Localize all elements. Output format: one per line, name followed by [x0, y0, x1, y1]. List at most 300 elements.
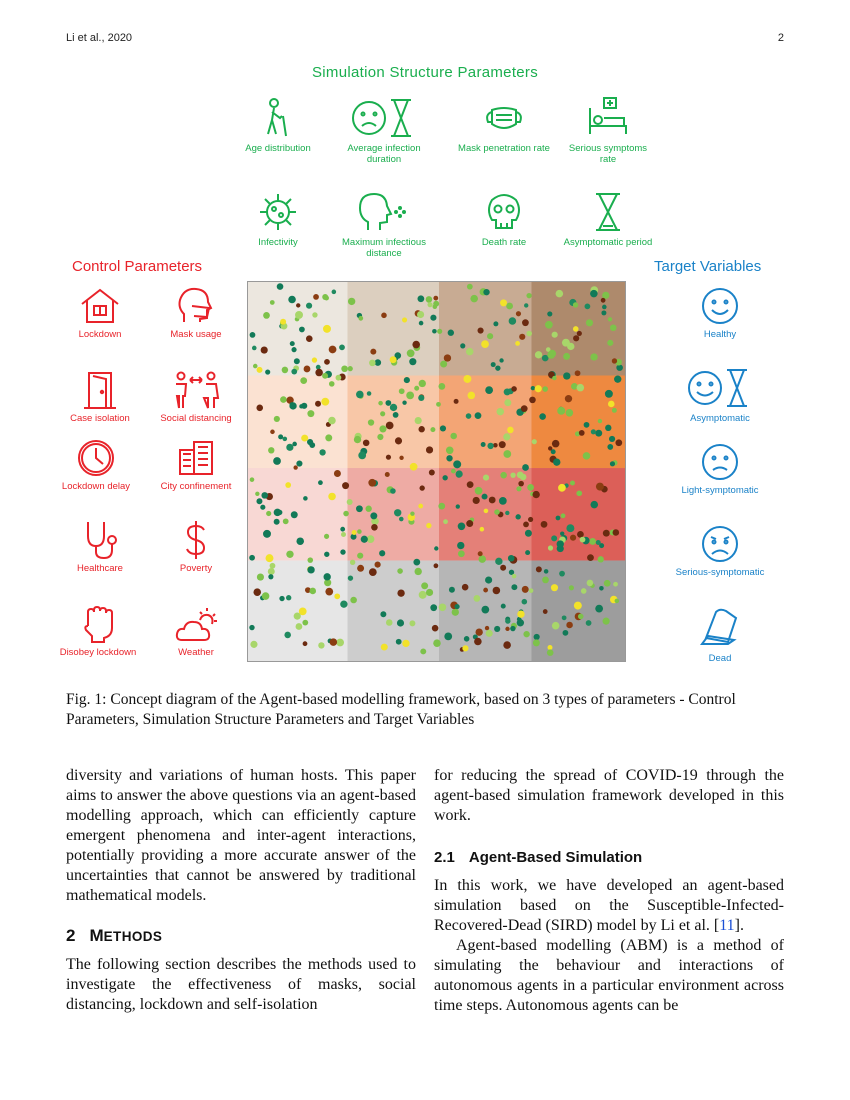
- agent-dot: [270, 563, 276, 569]
- paragraph: The following section describes the methods used to investigate the effectiveness of masks, social distancing, lockdown and self-isolation: [66, 956, 416, 1013]
- agent-dot: [380, 411, 385, 416]
- agent-dot: [325, 588, 333, 596]
- agent-dot: [466, 413, 472, 419]
- agent-dot: [446, 447, 454, 455]
- control-param-lockdown-delay: [48, 438, 144, 492]
- agent-dot: [596, 540, 601, 545]
- agent-dot: [518, 481, 524, 487]
- agent-dot: [395, 437, 402, 444]
- agent-dot: [474, 595, 481, 602]
- agent-dot: [524, 303, 528, 307]
- agent-dot: [427, 302, 432, 307]
- agent-dot: [506, 303, 513, 310]
- agent-dot: [494, 626, 500, 632]
- agent-dot: [599, 586, 604, 591]
- agent-dot: [534, 634, 540, 640]
- agent-dot: [292, 442, 297, 447]
- agent-dot: [433, 639, 441, 647]
- sim-param-asymptomatic-period: [560, 190, 656, 248]
- target-var-dead: [672, 606, 768, 664]
- agent-dot: [339, 344, 345, 350]
- agent-dot: [307, 439, 313, 445]
- target-var-label: Asymptomatic: [690, 413, 750, 424]
- agent-dot: [493, 443, 498, 448]
- agent-dot: [261, 492, 268, 499]
- agent-dot: [557, 540, 564, 547]
- simulation-params-title: Simulation Structure Parameters: [311, 64, 539, 81]
- agent-dot: [483, 474, 489, 480]
- agent-dot: [404, 377, 410, 383]
- control-param-healthcare: [52, 520, 148, 574]
- agent-dot: [522, 319, 529, 326]
- agent-dot: [296, 623, 303, 630]
- agent-dot: [270, 300, 275, 305]
- agent-dot: [419, 485, 424, 490]
- agent-dot: [487, 333, 493, 339]
- agent-dot: [262, 592, 270, 600]
- simulation-panel: [247, 281, 626, 662]
- agent-dot: [409, 620, 415, 626]
- agent-dot: [505, 511, 509, 515]
- agent-dot: [419, 380, 426, 387]
- agent-dot: [595, 430, 602, 437]
- agent-dot: [350, 597, 357, 604]
- agent-dot: [467, 284, 473, 290]
- agent-dot: [539, 413, 546, 420]
- agent-dot: [531, 386, 535, 390]
- agent-dot: [450, 433, 457, 440]
- agent-dot: [303, 496, 308, 501]
- clock-icon: [74, 438, 118, 478]
- agent-dot: [418, 295, 425, 302]
- agent-dot: [566, 622, 573, 629]
- sim-param-serious-symptoms: [560, 96, 656, 165]
- agent-dot: [285, 482, 291, 488]
- agent-dot: [605, 390, 613, 398]
- agent-dot: [358, 316, 363, 321]
- agent-dot: [399, 517, 404, 522]
- agent-dot: [602, 292, 609, 299]
- agent-dot: [532, 439, 537, 444]
- agent-dot: [289, 402, 296, 409]
- sad-face-icon: [698, 524, 742, 564]
- agent-dot: [556, 516, 561, 521]
- agent-dot: [548, 446, 552, 450]
- paragraph-text-end: ].: [734, 917, 744, 934]
- agent-dot: [316, 365, 321, 370]
- agent-dot: [291, 369, 297, 375]
- agent-dot: [336, 375, 342, 381]
- agent-dot: [301, 435, 308, 442]
- sneezing-head-icon: [354, 190, 414, 234]
- agent-dot: [503, 641, 511, 649]
- control-param-poverty: [148, 520, 244, 574]
- agent-dot: [462, 584, 469, 591]
- agent-dot: [590, 353, 597, 360]
- agent-dot: [565, 395, 572, 402]
- agent-dot: [357, 565, 364, 572]
- agent-dot: [615, 599, 620, 604]
- agent-dot: [462, 645, 468, 651]
- agent-dot: [380, 611, 386, 617]
- agent-dot: [399, 388, 405, 394]
- agent-dot: [343, 511, 349, 517]
- agent-dot: [313, 294, 319, 300]
- agent-dot: [386, 455, 391, 460]
- agent-dot: [293, 465, 297, 469]
- agent-dot: [306, 303, 312, 309]
- agent-dot: [495, 558, 502, 565]
- sim-param-label: Average infection duration: [347, 143, 421, 165]
- agent-dot: [430, 315, 436, 321]
- agent-dot: [249, 555, 255, 561]
- agent-dot: [303, 641, 308, 646]
- agent-dot: [340, 549, 345, 554]
- agent-dot: [610, 324, 617, 331]
- agent-dot: [535, 385, 542, 392]
- agent-dot: [410, 511, 414, 515]
- agent-dot: [573, 302, 578, 307]
- agent-dot: [451, 469, 456, 474]
- control-param-label: Lockdown delay: [61, 481, 131, 492]
- section-heading: [66, 926, 416, 947]
- agent-dot: [523, 631, 529, 637]
- agent-dot: [577, 331, 582, 336]
- agent-dot: [318, 642, 324, 648]
- skull-icon: [482, 190, 526, 234]
- agent-dot: [336, 639, 344, 647]
- agent-dot: [458, 550, 465, 557]
- agent-dot: [260, 505, 265, 510]
- sim-param-label: Maximum infectious distance: [342, 237, 426, 259]
- sim-param-death-rate: [456, 190, 552, 248]
- agent-dot: [407, 349, 415, 357]
- stethoscope-icon: [78, 520, 122, 560]
- agent-dot: [463, 375, 471, 383]
- agent-dot: [525, 550, 530, 555]
- agent-dot: [379, 425, 386, 432]
- agent-dot: [340, 527, 345, 532]
- control-param-label: Case isolation: [70, 413, 130, 424]
- agent-dot: [438, 503, 445, 510]
- agent-dot: [526, 331, 532, 337]
- citation-link[interactable]: 11: [719, 917, 735, 934]
- agent-dot: [437, 329, 442, 334]
- door-icon: [78, 370, 122, 410]
- grid-cell: [248, 468, 347, 561]
- agent-dot: [426, 523, 431, 528]
- agent-dot: [296, 537, 304, 545]
- agent-dot: [536, 566, 542, 572]
- agent-dot: [324, 296, 329, 301]
- agent-dot: [556, 290, 564, 298]
- subsection-title: Agent-Based Simulation: [468, 849, 643, 866]
- target-var-light-symptomatic: [672, 442, 768, 496]
- agent-dot: [552, 440, 560, 448]
- agent-dot: [255, 492, 259, 496]
- agent-dot: [358, 452, 366, 460]
- agent-dot: [375, 562, 381, 568]
- agent-dot: [253, 364, 258, 369]
- agent-dot: [256, 405, 263, 412]
- agent-dot: [481, 606, 489, 614]
- agent-dot: [446, 455, 452, 461]
- agent-dot: [390, 356, 397, 363]
- target-var-label: Dead: [708, 653, 732, 664]
- agent-dot: [294, 358, 300, 364]
- agent-dot: [521, 405, 528, 412]
- agent-dot: [266, 511, 271, 516]
- agent-dot: [551, 584, 558, 591]
- agent-dot: [307, 410, 314, 417]
- agent-dot: [342, 482, 349, 489]
- section-title-rest: ETHODS: [103, 929, 163, 944]
- agent-dot: [511, 584, 517, 590]
- agent-dot: [584, 422, 590, 428]
- agent-dot: [510, 472, 515, 477]
- agent-dot: [307, 566, 314, 573]
- agent-dot: [544, 569, 549, 574]
- agent-dot: [381, 313, 387, 319]
- agent-dot: [277, 510, 282, 515]
- agent-dot: [402, 317, 407, 322]
- sim-param-mask-penetration: [456, 96, 552, 154]
- grid-cell: [531, 468, 625, 561]
- agent-dot: [369, 360, 376, 367]
- control-param-label: Lockdown: [78, 329, 122, 340]
- agent-dot: [602, 305, 607, 310]
- agent-dot: [559, 571, 565, 577]
- agent-dot: [290, 341, 295, 346]
- agent-dot: [443, 519, 448, 524]
- agent-dot: [590, 290, 598, 298]
- target-var-serious-symptomatic: [672, 524, 768, 578]
- agent-dot: [315, 369, 323, 377]
- agent-dot: [334, 593, 340, 599]
- agent-dot: [291, 511, 298, 518]
- sun-cloud-icon: [174, 604, 218, 644]
- agent-dot: [418, 395, 424, 401]
- agent-dot: [475, 412, 482, 419]
- sim-param-label: Infectivity: [258, 237, 298, 248]
- agent-dot: [516, 486, 521, 491]
- agent-dot: [500, 565, 506, 571]
- agent-dot: [368, 479, 376, 487]
- agent-dot: [421, 582, 428, 589]
- agent-dot: [442, 475, 447, 480]
- agent-dot: [282, 367, 289, 374]
- agent-dot: [426, 589, 433, 596]
- agent-dot: [566, 409, 574, 417]
- agent-dot: [467, 481, 474, 488]
- agent-dot: [322, 373, 328, 379]
- agent-dot: [485, 626, 489, 630]
- agent-dot: [371, 524, 378, 531]
- agent-dot: [434, 546, 438, 550]
- agent-dot: [570, 481, 575, 486]
- agent-dot: [325, 434, 332, 441]
- target-var-label: Light-symptomatic: [681, 485, 759, 496]
- agent-dot: [439, 604, 447, 612]
- agent-dot: [410, 463, 418, 471]
- agent-dot: [607, 340, 613, 346]
- subsection-number: 2.1: [434, 849, 455, 866]
- hourglass-icon: [586, 190, 630, 234]
- agent-dot: [414, 386, 419, 391]
- agent-dot: [390, 488, 396, 494]
- agent-dot: [419, 591, 427, 599]
- agent-dot: [417, 311, 424, 318]
- agent-dot: [499, 358, 503, 362]
- agent-dot: [265, 369, 270, 374]
- agent-dot: [286, 595, 291, 600]
- agent-dot: [263, 312, 270, 319]
- agent-dot: [257, 573, 264, 580]
- agent-dot: [426, 296, 433, 303]
- agent-dot: [605, 425, 611, 431]
- agent-dot: [587, 580, 594, 587]
- control-param-disobey-lockdown: [50, 604, 146, 658]
- agent-dot: [533, 639, 540, 646]
- agent-dot: [274, 416, 280, 422]
- agent-dot: [547, 351, 555, 359]
- agent-dot: [448, 330, 454, 336]
- agent-dot: [456, 504, 460, 508]
- agent-dot: [370, 349, 376, 355]
- grid-cell: [439, 376, 532, 469]
- agent-dot: [552, 376, 556, 380]
- agent-dot: [470, 295, 478, 303]
- agent-dot: [489, 497, 496, 504]
- agent-dot: [370, 512, 377, 519]
- agent-dot: [330, 638, 338, 646]
- agent-dot: [315, 401, 321, 407]
- agent-dot: [365, 506, 371, 512]
- agent-dot: [478, 555, 486, 563]
- agent-dot: [563, 353, 570, 360]
- agent-dot: [542, 577, 549, 584]
- agent-dot: [576, 491, 581, 496]
- agent-dot: [613, 582, 618, 587]
- control-param-label: City confinement: [160, 481, 232, 492]
- agent-dot: [608, 401, 615, 408]
- agent-dot: [367, 391, 372, 396]
- agent-dot: [510, 626, 515, 631]
- agent-dot: [483, 588, 488, 593]
- smile-face-icon: [698, 286, 742, 326]
- agent-dot: [573, 335, 579, 341]
- agent-dot: [512, 574, 517, 579]
- agent-dot: [483, 289, 489, 295]
- agent-dot: [356, 391, 364, 399]
- agent-dot: [528, 517, 533, 522]
- text-column-left: [66, 766, 416, 1015]
- running-head-author: Li et al., 2020: [66, 32, 133, 44]
- agent-dot: [306, 335, 313, 342]
- agent-dot: [494, 509, 500, 515]
- agent-dot: [328, 493, 336, 501]
- agent-dot: [495, 365, 500, 370]
- agent-dot: [432, 625, 439, 632]
- agent-dot: [466, 520, 473, 527]
- agent-dot: [324, 359, 330, 365]
- sim-param-label: Asymptomatic period: [563, 237, 653, 248]
- target-var-asymptomatic: [672, 366, 768, 424]
- agent-dot: [440, 425, 446, 431]
- control-param-lockdown: [52, 286, 148, 340]
- agent-dot: [455, 604, 460, 609]
- target-var-healthy: [672, 286, 768, 340]
- agent-dot: [261, 346, 268, 353]
- agent-dot: [612, 408, 617, 413]
- agent-dot: [566, 524, 574, 532]
- target-var-label: Serious-symptomatic: [675, 567, 765, 578]
- agent-dot: [294, 613, 301, 620]
- agent-dot: [323, 573, 330, 580]
- agent-dot: [378, 401, 383, 406]
- agent-dot: [586, 319, 593, 326]
- agent-dot: [527, 484, 534, 491]
- agent-dot: [348, 366, 353, 371]
- agent-dot: [477, 327, 483, 333]
- agent-dot: [535, 351, 542, 358]
- agent-dot: [312, 357, 317, 362]
- agent-dot: [596, 483, 604, 491]
- agent-dot: [501, 604, 506, 609]
- agent-dot: [499, 497, 507, 505]
- agent-dot: [604, 580, 611, 587]
- agent-dot: [280, 319, 286, 325]
- agent-dot: [278, 434, 283, 439]
- agent-dot: [496, 408, 504, 416]
- agent-dot: [418, 426, 424, 432]
- agent-dot: [348, 575, 353, 580]
- control-param-label: Social distancing: [160, 413, 232, 424]
- agent-dot: [347, 499, 353, 505]
- agent-dot: [603, 618, 610, 625]
- agent-dot: [615, 439, 622, 446]
- agent-dot: [500, 299, 507, 306]
- agent-dot: [481, 340, 489, 348]
- agent-dot: [350, 560, 355, 565]
- agent-dot: [433, 296, 438, 301]
- agent-dot: [252, 346, 257, 351]
- target-vars-title: Target Variables: [654, 258, 762, 275]
- paragraph: [434, 876, 784, 936]
- control-param-label: Healthcare: [77, 563, 123, 574]
- agent-dot: [323, 325, 331, 333]
- agent-dot: [302, 620, 308, 626]
- agent-dot: [552, 622, 560, 630]
- agent-dot: [263, 530, 271, 538]
- agent-dot: [363, 440, 370, 447]
- agent-dot: [444, 354, 451, 361]
- face-mask-icon: [482, 96, 526, 140]
- agent-dot: [532, 491, 539, 498]
- agent-dot: [583, 452, 591, 460]
- fist-icon: [76, 604, 120, 644]
- agent-dot: [522, 586, 529, 593]
- agent-dot: [277, 283, 284, 290]
- agent-dot: [517, 472, 524, 479]
- smile-hourglass-icon: [685, 366, 755, 410]
- agent-dot: [457, 542, 464, 549]
- agent-dot: [321, 398, 329, 406]
- agent-dot: [386, 422, 394, 430]
- agent-dot: [464, 636, 470, 642]
- agent-dot: [613, 529, 620, 536]
- agent-dot: [324, 552, 329, 557]
